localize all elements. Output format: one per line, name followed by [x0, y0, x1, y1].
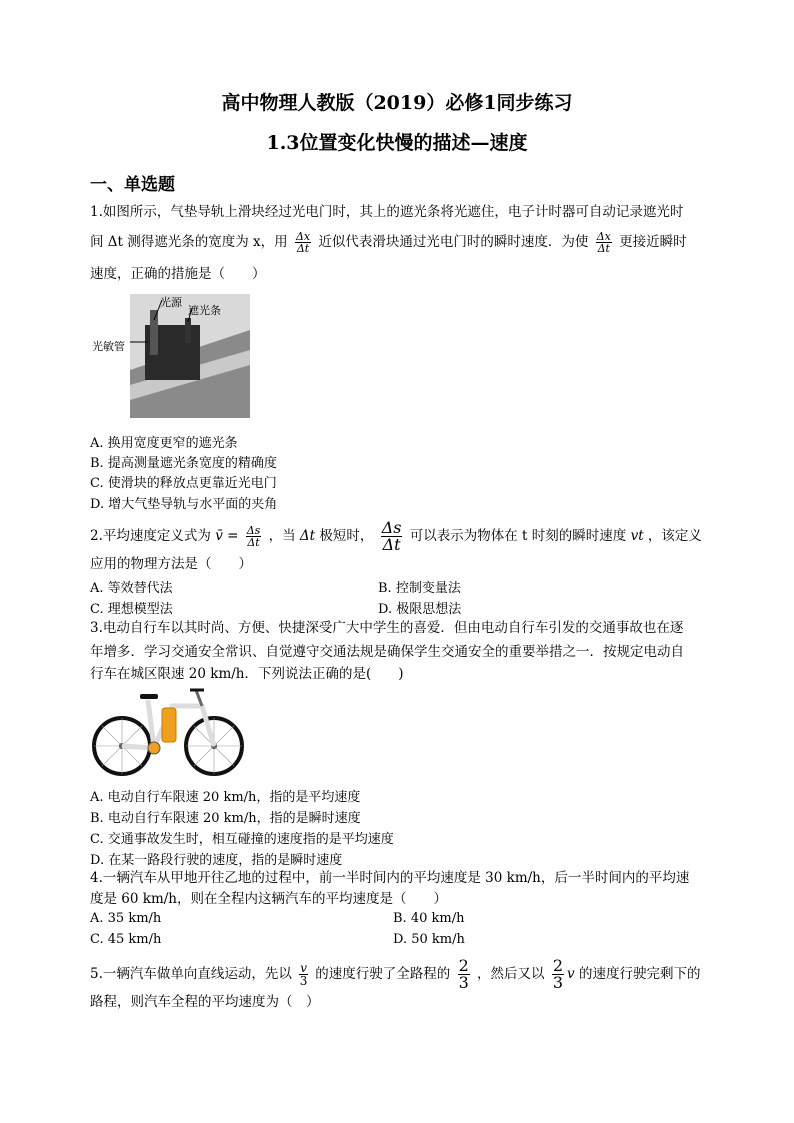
- q1-frac: $\frac{\Delta x}{\Delta t}$: [295, 230, 311, 255]
- worksheet-title: 高中物理人教版（2019）必修1同步练习: [221, 92, 573, 114]
- q2-option-a: A. 等效替代法: [90, 581, 173, 596]
- q5-frac-2-3-v: $\frac{2}{3}$: [552, 956, 564, 992]
- q2-line1: 2.平均速度定义式为 v̄ = $\frac{\Delta s}{\Delta t}$ ，当 Δt 极短时， $\frac{\Delta s}{\Delta t}$ 可以表示为物体在 t 时刻的瞬时速度 vt ，该定义: [90, 518, 702, 554]
- q3-line1: 3.电动自行车以其时尚、方便、快捷深受广大中学生的喜爱．但由电动自行车引发的交通事故也在逐: [90, 620, 684, 636]
- lesson-title: 1.3位置变化快慢的描述—速度: [266, 132, 528, 154]
- q1-line2: 间 Δt 测得遮光条的宽度为 x，用 $\frac{\Delta x}{\Delta t}$ 近似代表滑块通过光电门时的瞬时速度．为使 $\frac{\Delta x}{\Delta t}$ 更接近瞬时: [90, 230, 687, 255]
- q1-line3: 速度，正确的措施是（ ）: [90, 266, 266, 282]
- q2-option-b: B. 控制变量法: [378, 581, 461, 596]
- q2-option-c: C. 理想模型法: [90, 602, 173, 617]
- q5-line2: 路程，则汽车全程的平均速度为（ ）: [90, 994, 320, 1010]
- q3-option-b: B. 电动自行车限速 20 km/h，指的是瞬时速度: [90, 811, 361, 826]
- label-photosensor: 光敏管: [92, 340, 125, 353]
- q3-line2: 年增多．学习交通安全常识、自觉遵守交通法规是确保学生交通安全的重要举措之一．按规定电动自: [90, 644, 684, 660]
- q2-line2: 应用的物理方法是（ ）: [90, 556, 252, 572]
- q2-frac: $\frac{\Delta s}{\Delta t}$: [246, 524, 261, 549]
- q1-line1: 1.如图所示，气垫导轨上滑块经过光电门时，其上的遮光条将光遮住，电子计时器可自动记录遮光时: [90, 204, 684, 220]
- q1-option-a: A. 换用宽度更窄的遮光条: [90, 436, 238, 451]
- q4-line1: 4.一辆汽车从甲地开往乙地的过程中，前一半时间内的平均速度是 30 km/h，后一半时间内的平均速: [90, 870, 690, 886]
- q3-option-a: A. 电动自行车限速 20 km/h，指的是平均速度: [90, 790, 361, 805]
- q4-option-b: B. 40 km/h: [393, 911, 465, 926]
- q5-line1: 5.一辆汽车做单向直线运动，先以 $\frac{v}{3}$ 的速度行驶了全路程的 $\frac{2}{3}$ ，然后又以 $\frac{2}{3}$ v 的速度行驶完剩下的: [90, 956, 701, 992]
- q1-frac-2: $\frac{\Delta x}{\Delta t}$: [596, 230, 611, 255]
- q2-option-d: D. 极限思想法: [378, 602, 462, 617]
- q5-frac-2-3: $\frac{2}{3}$: [458, 956, 469, 992]
- label-shading-strip: 遮光条: [188, 304, 221, 317]
- q1-option-c: C. 使滑块的释放点更靠近光电门: [90, 476, 277, 491]
- q1-option-b: B. 提高测量遮光条宽度的精确度: [90, 456, 277, 471]
- q4-option-c: C. 45 km/h: [90, 932, 162, 947]
- q3-option-d: D. 在某一路段行驶的速度，指的是瞬时速度: [90, 853, 343, 868]
- label-light-source: 光源: [160, 296, 182, 309]
- q3-option-c: C. 交通事故发生时，相互碰撞的速度指的是平均速度: [90, 832, 394, 847]
- section-heading: 一、单选题: [90, 175, 175, 195]
- q3-line3: 行车在城区限速 20 km/h．下列说法正确的是( ): [90, 666, 404, 682]
- electric-bicycle-photo: [92, 686, 246, 778]
- q1-option-d: D. 增大气垫导轨与水平面的夹角: [90, 497, 278, 512]
- q2-frac-large: $\frac{\Delta s}{\Delta t}$: [381, 518, 402, 554]
- q5-frac-v3: $\frac{v}{3}$: [299, 961, 308, 988]
- q4-line2: 度是 60 km/h，则在全程内这辆汽车的平均速度是（ ）: [90, 891, 447, 907]
- q4-option-a: A. 35 km/h: [90, 911, 162, 926]
- q4-option-d: D. 50 km/h: [393, 932, 465, 947]
